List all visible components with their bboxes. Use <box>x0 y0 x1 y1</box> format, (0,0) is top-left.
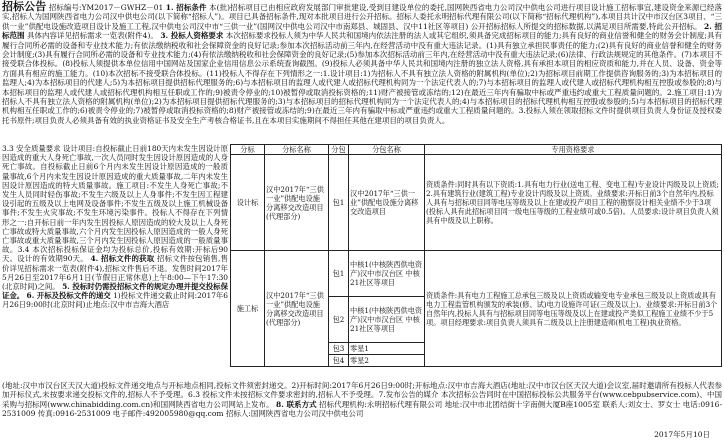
header-package: 分包 <box>329 145 349 155</box>
left-column-text <box>2 144 228 310</box>
table-row <box>231 251 722 297</box>
section-1-heading: 1. 招标条件 <box>165 3 207 12</box>
bottom-paragraph <box>2 381 722 419</box>
middle-section <box>2 144 722 379</box>
contact-text: 招标代理机构:永明招标代理有限公司 地址:汉中市北团结街十字南侧大厦B座1005室 联系人:刘女士、罗女士 电话:0916-2531009 传真:0916-2531009 电子邮件:492005980@qq.com 招标人:国网陕西省电力公司汉中供电公司 <box>2 399 722 419</box>
section-2-heading: 2. 招标范围 <box>2 21 722 41</box>
package-cell: 包3 <box>329 343 349 355</box>
requirements-cell: 资质条件:同时具有以下资质:1.具有电力行业(送电工程、变电工程)专业设计丙级及以上资质;2.具有建筑行业(建筑工程)专业设计丙级及以上资质。业绩要求:开标日前3个自然年内,投标人具有与招标项目同等电压等级及以上在建或投产项目工程的勘察设计相关业绩不少于3项(投标人具有此招标项目同一级电压等级的工程业绩可或0.5倍)。人员要求:设计项目负责人须具有中级及以上职称。 <box>425 155 722 251</box>
package-name-cell: 零星1 <box>349 343 425 355</box>
lot-cell: 设计标 <box>231 155 265 251</box>
notice-title: 招标公告 <box>2 0 47 13</box>
table-header-row <box>231 145 722 155</box>
package-cell: 包4 <box>329 355 349 367</box>
lot-allocation-table <box>230 144 722 367</box>
package-cell: 包1 <box>329 155 349 251</box>
header-lot-name: 分标名称 <box>265 145 329 155</box>
quality-requirements-text: 3.3 安全质量要求 设计项目:自投标截止日前180天内未发生因设计原因造成的重大人身死亡事故,一次人员同时发生因设计原因造成的人身死亡事故。自投标截止日前6个月内未发生因设计原因造成的一般质量事故,6个月内未发生因设计原因造成的重大质量事故,二年内未发生因设计原因造成的特大质量事故。施工项目:不发生人身死亡事故;不发生人员同时轻伤事故;不发生六级及以上人身事件;不发生因工程建设引起的五级及以上电网及设备事件;不发生五级及以上施工机械设备事件;不发生火灾事故;不发生环境污染事件。投标人不得存在下列情形之一:自开标日前一年内发生因投标人原因造成的较大及以上人身死亡事故或特大质量事故,六个月内发生因投标人原因造成的一般人身死亡事故或重大质量事故,三个月内发生因投标人原因造成的一般质量事故。3.4 本次招标投标保证金均为投标总价,投标有效期:开标后90天。设计的有效期90天。 <box>2 144 228 264</box>
left-column <box>2 144 228 379</box>
lot-cell: 施工标 <box>231 251 265 367</box>
section-3-text: 本次招标要求投标人须为中华人民共和国境内依法注册的法人或其它组织,须具备完成招标项目的能力;具有良好的商业信誉和健全的财务会计制度;具有履行合同所必需的设备和专业技术能力;有依法缴纳税收和社会保障资金的良好记录;参加本次招标活动前三年内,在经营活动中没有重大违法记录。(1)具有独立承担民事责任的能力;(2)具有良好的商业信誉和健全的财务会计制度;(3)具有履行合同所必需的设备和专业技术能力;(4)有依法缴纳税收和社会保障资金的良好记录;(5)参加本次招标活动前三年内,在经营活动中没有重大违法记录;(6)法律、行政法规规定的其他条件。(7)本项目不接受联合体投标。(8)投标人须提供本单位信用中国网站及国家企业信用信息公示系统查询截图。(9)投标人必须具备中华人民共和国境内注册的独立法人资格,具有承担本项目的相应资质和能力,并在人员、设备、资金等方面具有相应的施工能力。(10)本次招标不接受联合体投标。(11)投标人不得存在下列情形之一:1.设计项目:1)为招标人不具有独立法人资格的附属机构(单位);2)为招标项目前期工作提供咨询服务的;3)为本招标项目的监理人;4)为本招标项目的代建人;5)为本招标项目提供招标代理服务的;6)与本招标项目的监理人或代建人或招标代理机构同为一个法定代表人的;7)与本招标项目的监理人或代建人或招标代理机构相互控股或参股的;8)与本招标项目的监理人或代建人或招标代理机构相互任职或工作的;9)被责令停业的;10)被暂停或取消投标资格的;11)财产被接管或冻结的;12)在最近三年内有骗取中标或严重违约或重大工程质量问题的。2.施工项目:1)为招标人不具有独立法人资格的附属机构(单位);2)为本招标项目提供招标代理服务的;3)与本招标项目的招标代理机构同为一个法定代表人的;4)与本招标项目的招标代理机构相互控股或参股的;5)与本招标项目的招标代理机构相互任职或工作的;6)被责令停业的;7)被暂停或取消投标资格的;8)财产被接管或冻结的;9)在最近三年内有骗取中标或严重违约或重大工程质量问题的。3.投标人须在领取招标文件时提供项目负责人身份证及授权委托书原件;项目负责人必须具备有效的执业资格证书及安全生产考核合格证书,且在本项目实施期间不得担任其他在建项目的项目负责人。 <box>2 31 722 125</box>
notice-intro: 招标编号:YM2017－GWHZ－01 <box>48 3 166 12</box>
section-8-heading: 8. 联系方式 <box>276 399 317 409</box>
package-cell: 包2 <box>329 297 349 343</box>
notice-date: 2017年5月10日 <box>654 430 710 439</box>
section-4-heading: 4. 招标文件的获取 <box>90 254 155 264</box>
requirements-cell: 资质条件:具有电力工程施工总承包三级及以上资质或输变电专业承包三级及以上资质或具有电力工程监管机构颁发的承装(修、试)电力设施许可证(三级及以上)。业绩要求:开标日前3个自然年内,投标人具有与招标项目同等电压等级及以上在建或投产类似工程施工业绩不少于5项。项目经理要求:项目负责人须具有二级及以上注册建造师(机电工程)执业资格。 <box>425 251 722 367</box>
section-6-heading: 6. 开标及投标文件的递交 <box>26 291 111 301</box>
section-2-text: 具体内容详见招标需求一览表(附件4)。 <box>26 31 158 41</box>
package-name-cell: 零星2 <box>349 355 425 367</box>
section-1-text: 本(批)招标项目已由相应政府发展部门审批建设,受到目建设单位的委托,国网陕西省电力公司汉中供电公司进行项目设计施工招标事宜,建设资金来源已经落实,招标人为国网陕西省电力公司汉中供电公司(以下简称“招标人”)。项目已具备招标条件,现对本批项目进行公开招标。招标人委托永明招标代理有限公司(以下简称“招标代理机构”),本项目共计汉中市汉台区3项目、“三供一业”供配电设施改造项目设计及施工工程,汉中供电公司汉中市“三供一业”(国网汉中供电公司汉中市南郑县、城固县、汉中11社区等项目) 公开招标招标人所提交的招标数据,以满足项目所需要,特此公开招标。 <box>2 3 723 31</box>
table-row <box>231 155 722 251</box>
submission-text: (地址:汉中市汉台区天汉大道)投标文件递交地点与开标地点相同,投标文件须密封递交。2)开标时间:2017年6月26日9:00时;开标地点:汉中市吉海大酒店(地址:汉中市汉台区天汉大道)会议室,届时邀请所有投标人代表参加开标仪式,未按要求递交投标文件的,招标人不予受理。6.3 投标文件未按招标文件要求密封的,招标人不予受理。7.发布公告的媒介 本次招标公告同时在中国招标投标公共服务平台(www.cebpubservice.com)、中国采购与招标网(www.chinabidding.com.cn)和国网陕西省电力公司网站上发布。 <box>2 381 722 409</box>
lot-name-cell: 汉中2017年“三供一业”供配电设施分离移交改造项目(代理部分) <box>265 251 329 367</box>
package-name-cell: 中核1(中核陕西供电资产)汉中市汉台区 中核21社区等项目 <box>349 251 425 297</box>
header-package-name: 分包名称 <box>349 145 425 155</box>
package-name-cell: 中核1(中核陕西供电资产)汉中市汉台区 中核21社区等项目 <box>349 297 425 343</box>
package-cell: 包1 <box>329 251 349 297</box>
lot-name-cell: 汉中2017年“三供一业”供配电设施分离移交改造项目(代理部分) <box>265 155 329 251</box>
header-requirements: 专用资格要求 <box>425 145 722 155</box>
package-name-cell: 汉中2017年“三供一业”供配电设施分离移交改造项目 <box>349 155 425 251</box>
section-5-heading: 5. 投标时仍需投招标文件的规定办理并提交投标保证金。 <box>2 282 228 301</box>
section-4-text: 招标文件按包销售,售价详见招标需求一览表(附件4),招标文件售后不退。发售时间2017年5月26日至2017年6月1日(节假日正常休息)上午8:00—下午17:30(北京时间)之间。 <box>2 254 228 292</box>
section-3-heading: 3. 投标人资格要求 <box>160 31 224 41</box>
notice-header-paragraph <box>2 2 722 125</box>
section-6-text: 1)投标文件递交截止时间:2017年6月26日9:00时(北京时间)止地点:汉中市吉海大酒店 <box>2 291 228 310</box>
header-lot: 分标 <box>231 145 265 155</box>
